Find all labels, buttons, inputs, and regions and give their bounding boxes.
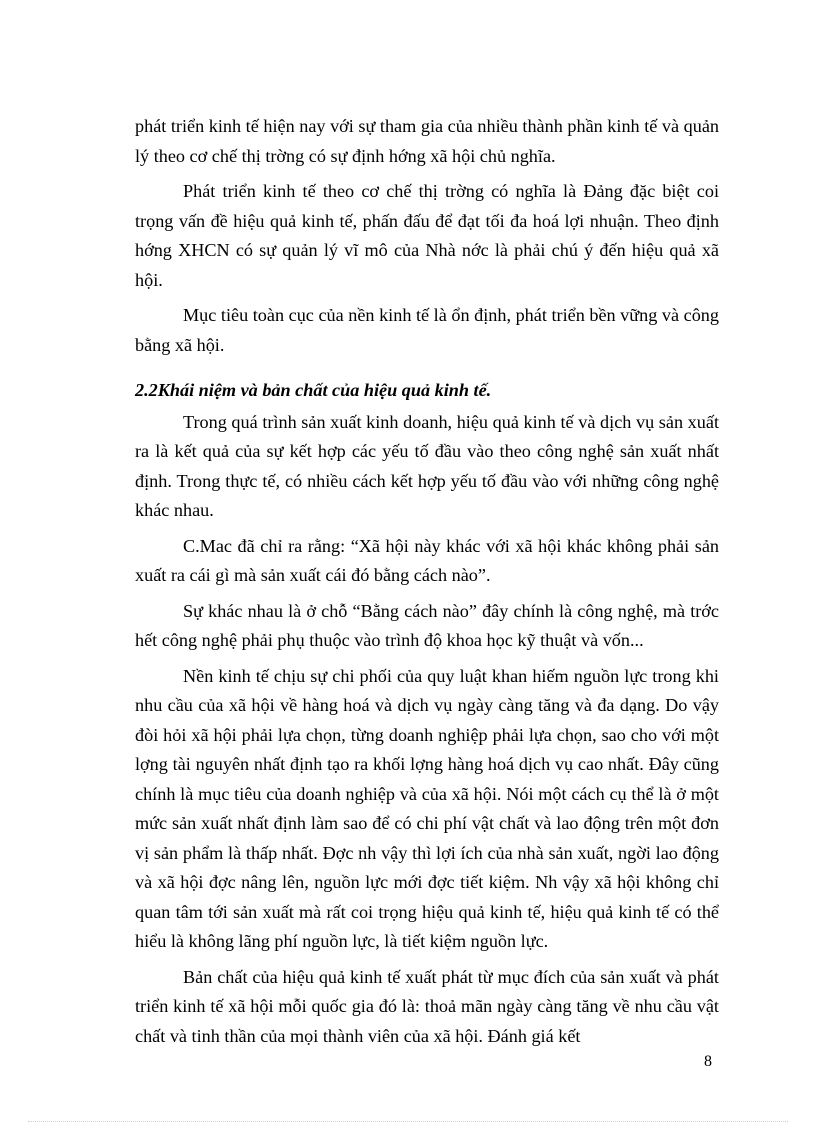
paragraph-3: Mục tiêu toàn cục của nền kinh tế là ổn định, phát triển bền vững và công bằng xã hội. bbox=[135, 305, 719, 355]
section-heading: 2.2Khái niệm và bản chất của hiệu quả kinh tế. bbox=[135, 380, 492, 400]
paragraph-2: Phát triển kinh tế theo cơ chế thị trờng có nghĩa là Đảng đặc biệt coi trọng vấn đề hiệu quả kinh tế, phấn đấu để đạt tối đa hoá lợi nhuận. Theo định hớng XHCN có sự quản lý vĩ mô của Nhà nớc là phải chú ý đến hiệu quả xã hội. bbox=[135, 181, 719, 290]
section-paragraph-5: Bản chất của hiệu quả kinh tế xuất phát từ mục đích của sản xuất và phát triển kinh tế xã hội mỗi quốc gia đó là: thoả mãn ngày càng tăng về nhu cầu vật chất và tinh thần của mọi thành viên của xã hội. Đánh giá kết bbox=[135, 966, 719, 1046]
footer-divider bbox=[28, 1121, 788, 1122]
page-number: 8 bbox=[704, 1053, 712, 1070]
section-paragraph-2: C.Mac đã chỉ ra rằng: “Xã hội này khác với xã hội khác không phải sản xuất ra cái gì mà sản xuất cái đó bằng cách nào”. bbox=[135, 535, 719, 585]
paragraph-1: phát triển kinh tế hiện nay với sự tham gia của nhiều thành phần kinh tế và quản lý theo cơ chế thị trờng có sự định hớng xã hội chủ nghĩa. bbox=[135, 116, 719, 166]
section-paragraph-1: Trong quá trình sản xuất kinh doanh, hiệu quả kinh tế và dịch vụ sản xuất ra là kết quả của sự kết hợp các yếu tố đầu vào theo công nghệ sản xuất nhất định. Trong thực tế, có nhiều cách kết hợp yếu tố đầu vào với những công nghệ khác nhau. bbox=[135, 411, 719, 520]
document-body bbox=[135, 112, 719, 1057]
section-paragraph-3: Sự khác nhau là ở chỗ “Bằng cách nào” đây chính là công nghệ, mà trớc hết công nghệ phải phụ thuộc vào trình độ khoa học kỹ thuật và vốn... bbox=[135, 600, 719, 650]
section-paragraph-4: Nền kinh tế chịu sự chi phối của quy luật khan hiếm nguồn lực trong khi nhu cầu của xã hội về hàng hoá và dịch vụ ngày càng tăng và đa dạng. Do vậy đòi hỏi xã hội phải lựa chọn, từng doanh nghiệp phải lựa chọn, sao cho với một lợng tài nguyên nhất định tạo ra khối lợng hàng hoá dịch vụ cao nhất. Đây cũng chính là mục tiêu của doanh nghiệp và của xã hội. Nói một cách cụ thể là ở một mức sản xuất nhất định làm sao để có chi phí vật chất và lao động trên một đơn vị sản phẩm là thấp nhất. Đợc nh vậy thì lợi ích của nhà sản xuất, ngời lao động và xã hội đợc nâng lên, nguồn lực mới đợc tiết kiệm. Nh vậy xã hội không chỉ quan tâm tới sản xuất mà rất coi trọng hiệu quả kinh tế, hiệu quả kinh tế có thể hiểu là không lãng phí nguồn lực, là tiết kiệm nguồn lực. bbox=[135, 665, 719, 951]
